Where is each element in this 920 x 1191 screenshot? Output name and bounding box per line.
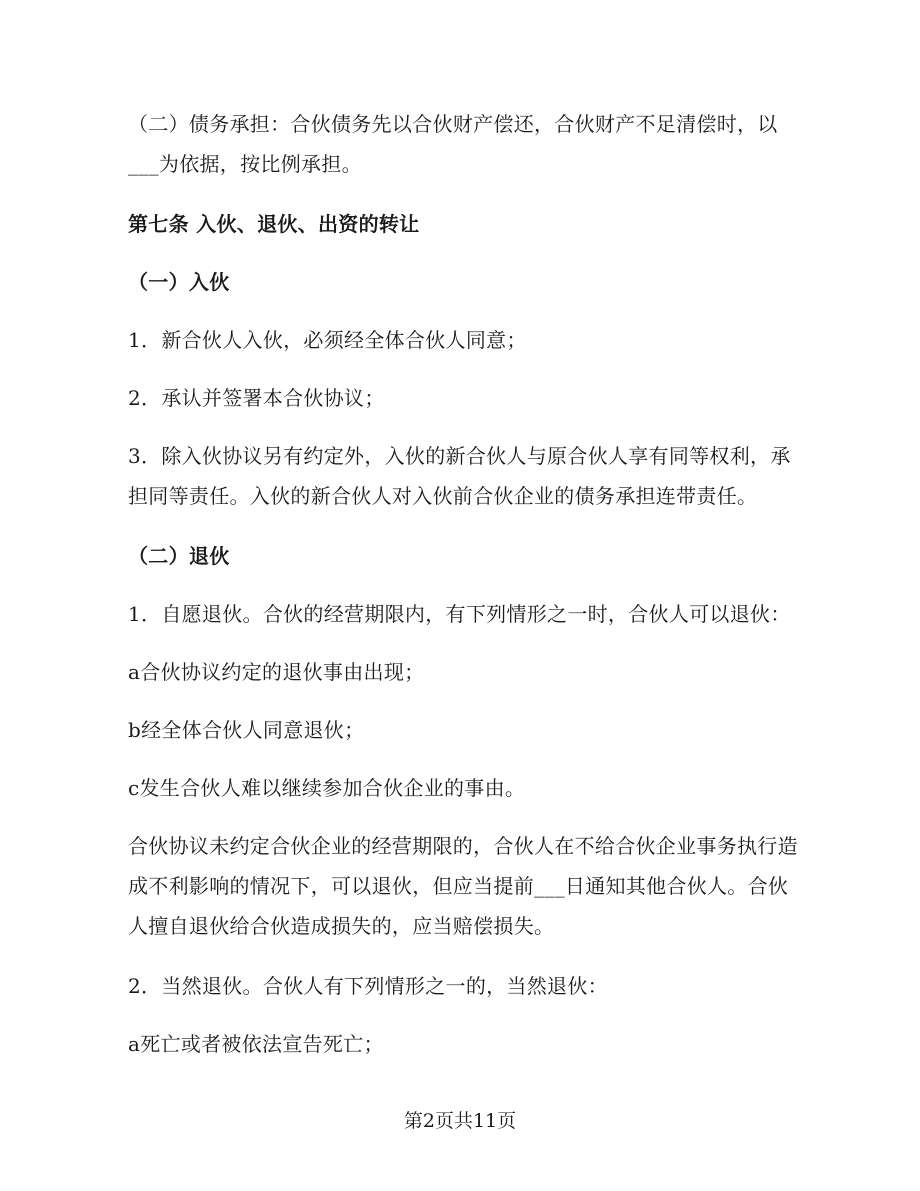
page-number-footer: 第2页共11页 <box>403 1110 517 1132</box>
article-seven-heading: 第七条 入伙、退伙、出资的转让 <box>128 212 420 236</box>
withdraw-item-1b: b经全体合伙人同意退伙； <box>128 718 365 742</box>
join-item-1: 1．新合伙人入伙，必须经全体合伙人同意； <box>128 328 527 352</box>
section-withdraw-heading: （二）退伙 <box>128 544 230 568</box>
join-item-3: 3．除入伙协议另有约定外，入伙的新合伙人与原合伙人享有同等权利，承担同等责任。入伙的新合伙人对入伙前合伙企业的债务承担连带责任。 <box>128 444 791 508</box>
withdraw-item-2a: a死亡或者被依法宣告死亡； <box>128 1032 384 1056</box>
withdraw-item-1: 1．自愿退伙。合伙的经营期限内，有下列情形之一时，合伙人可以退伙： <box>128 602 791 626</box>
withdraw-item-1c: c发生合伙人难以继续参加合伙企业的事由。 <box>128 776 526 800</box>
withdraw-no-term-paragraph: 合伙协议未约定合伙企业的经营期限的，合伙人在不给合伙企业事务执行造成不利影响的情况下，可以退伙，但应当提前___日通知其他合伙人。合伙人擅自退伙给合伙造成损失的，应当赔偿损失。 <box>128 834 798 938</box>
withdraw-item-1a: a合伙协议约定的退伙事由出现； <box>128 660 425 684</box>
withdraw-item-2: 2．当然退伙。合伙人有下列情形之一的，当然退伙： <box>128 974 608 998</box>
join-item-2: 2．承认并签署本合伙协议； <box>128 386 385 410</box>
paragraph-debt-bearing: （二）债务承担：合伙债务先以合伙财产偿还，合伙财产不足清偿时，以___为依据，按比例承担。 <box>128 112 778 176</box>
section-join-heading: （一）入伙 <box>128 270 230 294</box>
